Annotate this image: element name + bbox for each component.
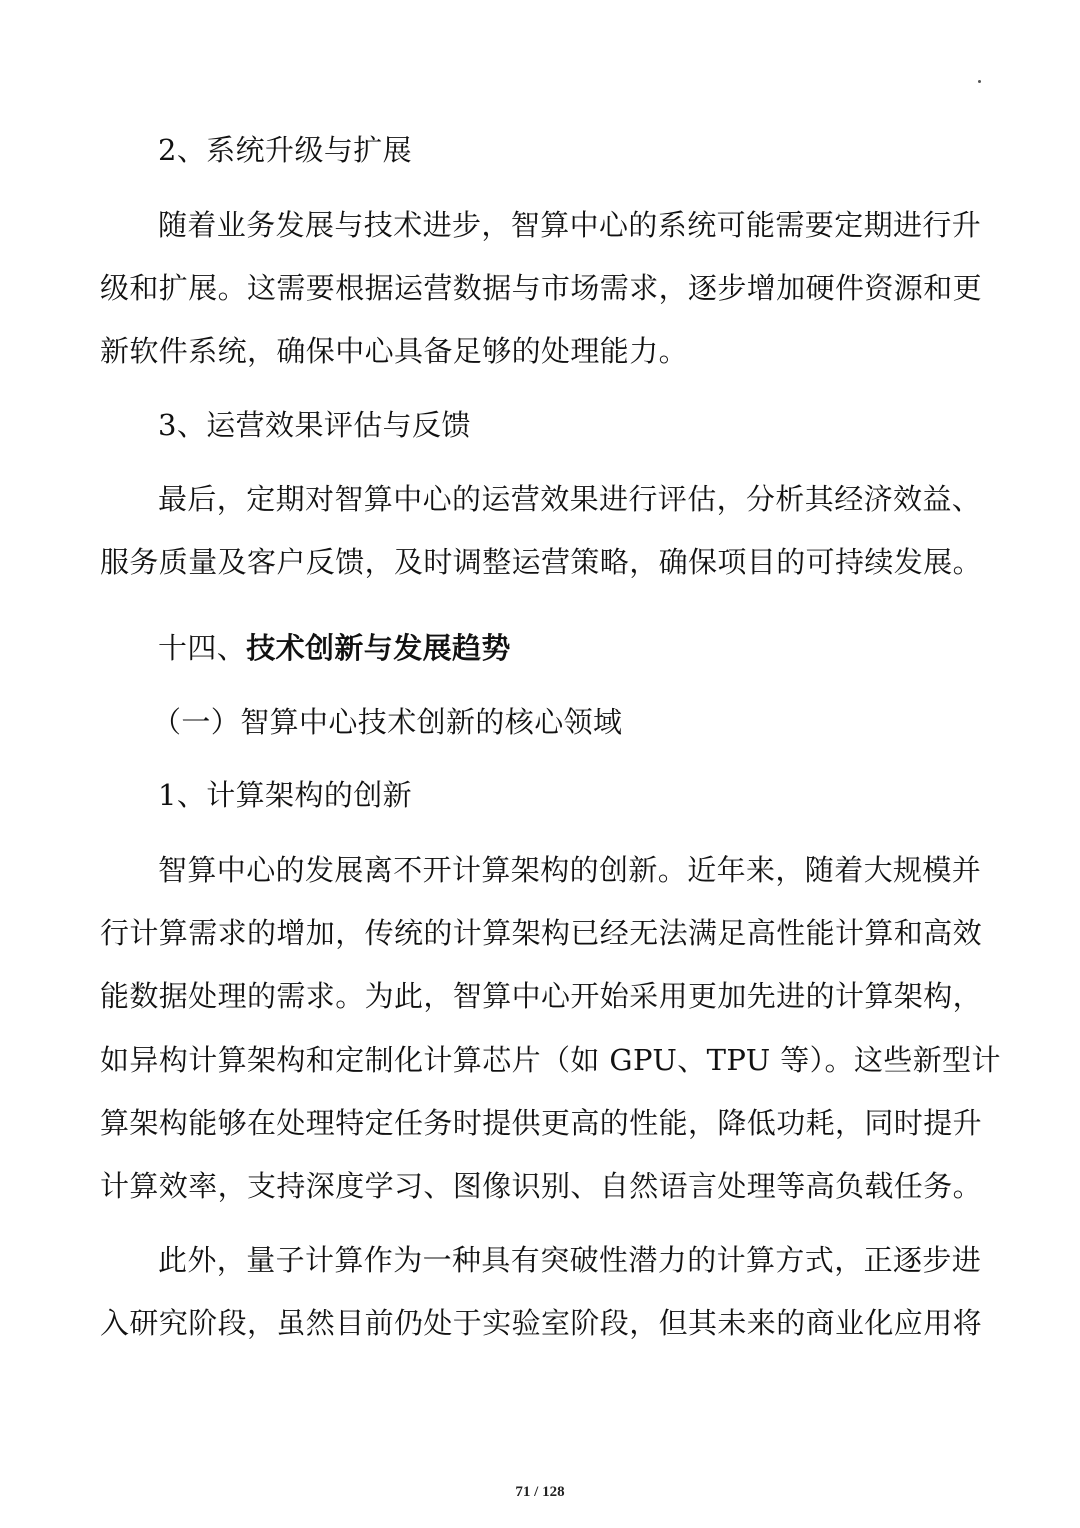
paragraph-line: 能数据处理的需求。为此，智算中心开始采用更加先进的计算架构， [100, 979, 983, 1013]
section-heading-architecture: 1、计算架构的创新 [158, 778, 413, 812]
section-heading-evaluation: 3、运营效果评估与反馈 [158, 408, 471, 442]
paragraph-line: 智算中心的发展离不开计算架构的创新。近年来，随着大规模并 [158, 853, 982, 887]
paragraph-line: 最后，定期对智算中心的运营效果进行评估，分析其经济效益、 [158, 482, 982, 516]
chapter-heading [158, 628, 980, 668]
paragraph-line: 行计算需求的增加，传统的计算架构已经无法满足高性能计算和高效 [100, 916, 983, 950]
section-heading-system-upgrade: 2、系统升级与扩展 [158, 133, 413, 167]
paragraph-line: 新软件系统，确保中心具备足够的处理能力。 [100, 334, 689, 368]
paragraph-line: 级和扩展。这需要根据运营数据与市场需求，逐步增加硬件资源和更 [100, 271, 983, 305]
paragraph-line: 算架构能够在处理特定任务时提供更高的性能，降低功耗，同时提升 [100, 1106, 983, 1140]
corner-mark [978, 80, 981, 83]
paragraph-line: 随着业务发展与技术进步，智算中心的系统可能需要定期进行升 [158, 208, 982, 242]
paragraph-line: 此外，量子计算作为一种具有突破性潜力的计算方式，正逐步进 [158, 1243, 982, 1277]
chapter-title: 技术创新与发展趋势 [246, 631, 511, 665]
page-number: 71 / 128 [515, 1484, 565, 1500]
paragraph-line: 计算效率，支持深度学习、图像识别、自然语言处理等高负载任务。 [100, 1169, 983, 1203]
paragraph-line: 如异构计算架构和定制化计算芯片（如 GPU、TPU 等）。这些新型计 [100, 1043, 1001, 1077]
paragraph-line: 入研究阶段，虽然目前仍处于实验室阶段，但其未来的商业化应用将 [100, 1306, 983, 1340]
chapter-prefix: 十四、 [158, 631, 247, 665]
paragraph-line: 服务质量及客户反馈，及时调整运营策略，确保项目的可持续发展。 [100, 545, 983, 579]
subchapter-heading: （一）智算中心技术创新的核心领域 [152, 705, 623, 739]
